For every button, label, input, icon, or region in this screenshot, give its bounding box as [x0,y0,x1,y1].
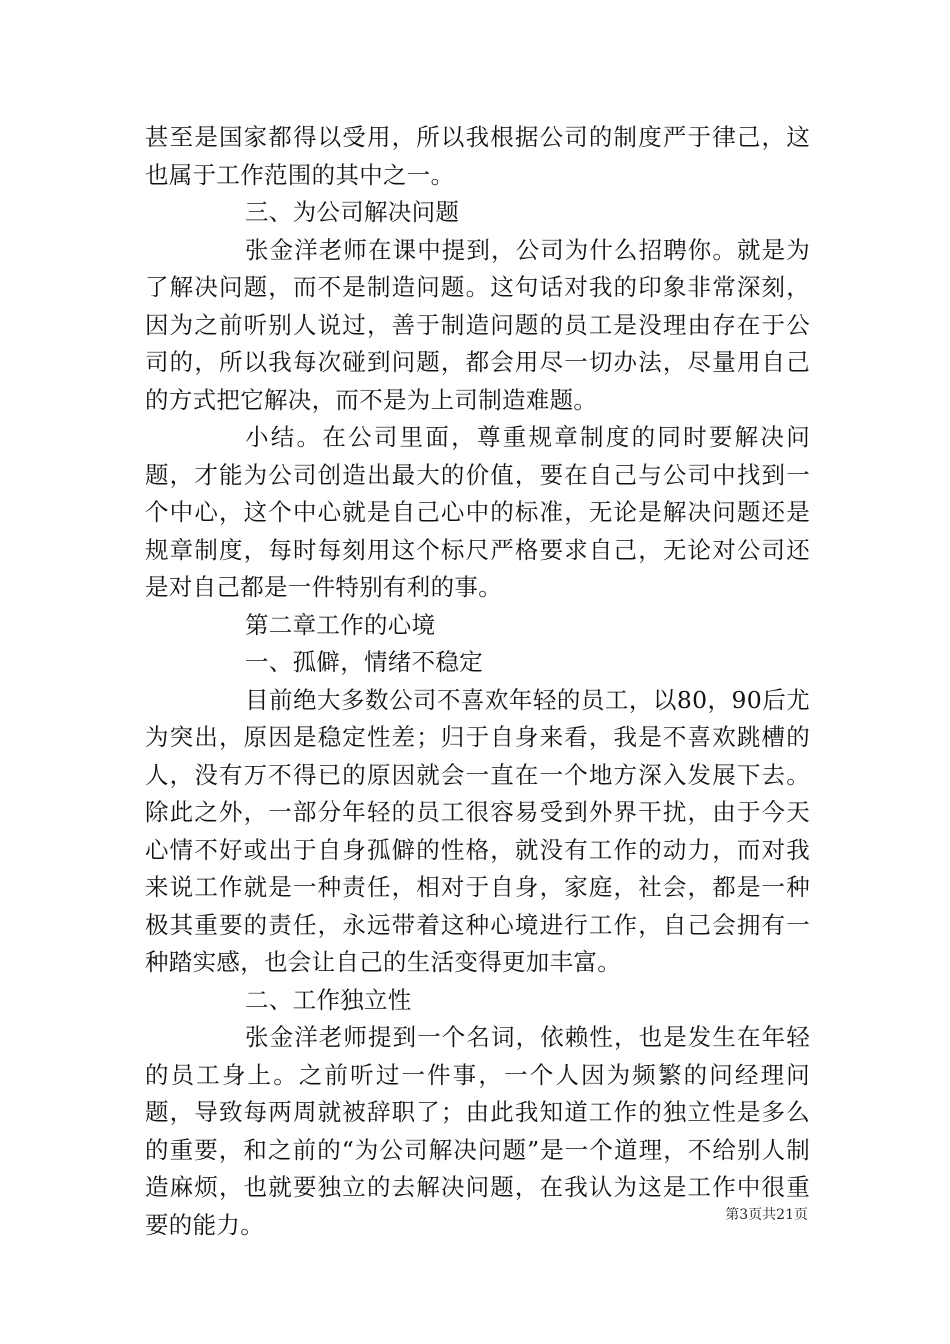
page-number-footer: 第3页共21页 [725,1207,808,1223]
document-body [145,119,810,1244]
section-heading-solve-problems: 三、为公司解决问题 [245,198,460,226]
paragraph-solve-problems: 张金洋老师在课中提到，公司为什么招聘你。就是为了解决问题，而不是制造问题。这句话对我的印象非常深刻，因为之前听别人说过，善于制造问题的员工是没理由存在于公司的，所以我每次碰到问题，都会用尽一切办法，尽量用自己的方式把它解决，而不是为上司制造难题。 [145,235,810,414]
paragraph-continuation: 甚至是国家都得以受用，所以我根据公司的制度严于律己，这也属于工作范围的其中之一。 [145,123,810,189]
chapter-heading-work-mindset: 第二章工作的心境 [245,610,436,639]
paragraph-unstable-mood: 目前绝大多数公司不喜欢年轻的员工，以80，90后尤为突出，原因是稳定性差；归于自身来看，我是不喜欢跳槽的人，没有万不得已的原因就会一直在一个地方深入发展下去。除此之外，一部分年轻的员工很容易受到外界干扰，由于今天心情不好或出于自身孤僻的性格，就没有工作的动力，而对我来说工作就是一种责任，相对于自身，家庭，社会，都是一种极其重要的责任，永远带着这种心境进行工作，自己会拥有一种踏实感，也会让自己的生活变得更加丰富。 [145,685,810,976]
paragraph-summary: 小结。在公司里面，尊重规章制度的同时要解决问题，才能为公司创造出最大的价值，要在自己与公司中找到一个中心，这个中心就是自己心中的标准，无论是解决问题还是规章制度，每时每刻用这个标尺严格要求自己，无论对公司还是对自己都是一件特别有利的事。 [145,423,810,601]
paragraph-independence: 张金洋老师提到一个名词，依赖性，也是发生在年轻的员工身上。之前听过一件事，一个人因为频繁的问经理问题，导致每两周就被辞职了；由此我知道工作的独立性是多么的重要，和之前的“为公司解决问题”是一个道理，不给别人制造麻烦，也就要独立的去解决问题，在我认为这是工作中很重要的能力。 [145,1023,810,1239]
section-heading-unstable-mood: 一、孤僻，情绪不稳定 [245,648,483,676]
section-heading-independence: 二、工作独立性 [245,985,412,1014]
